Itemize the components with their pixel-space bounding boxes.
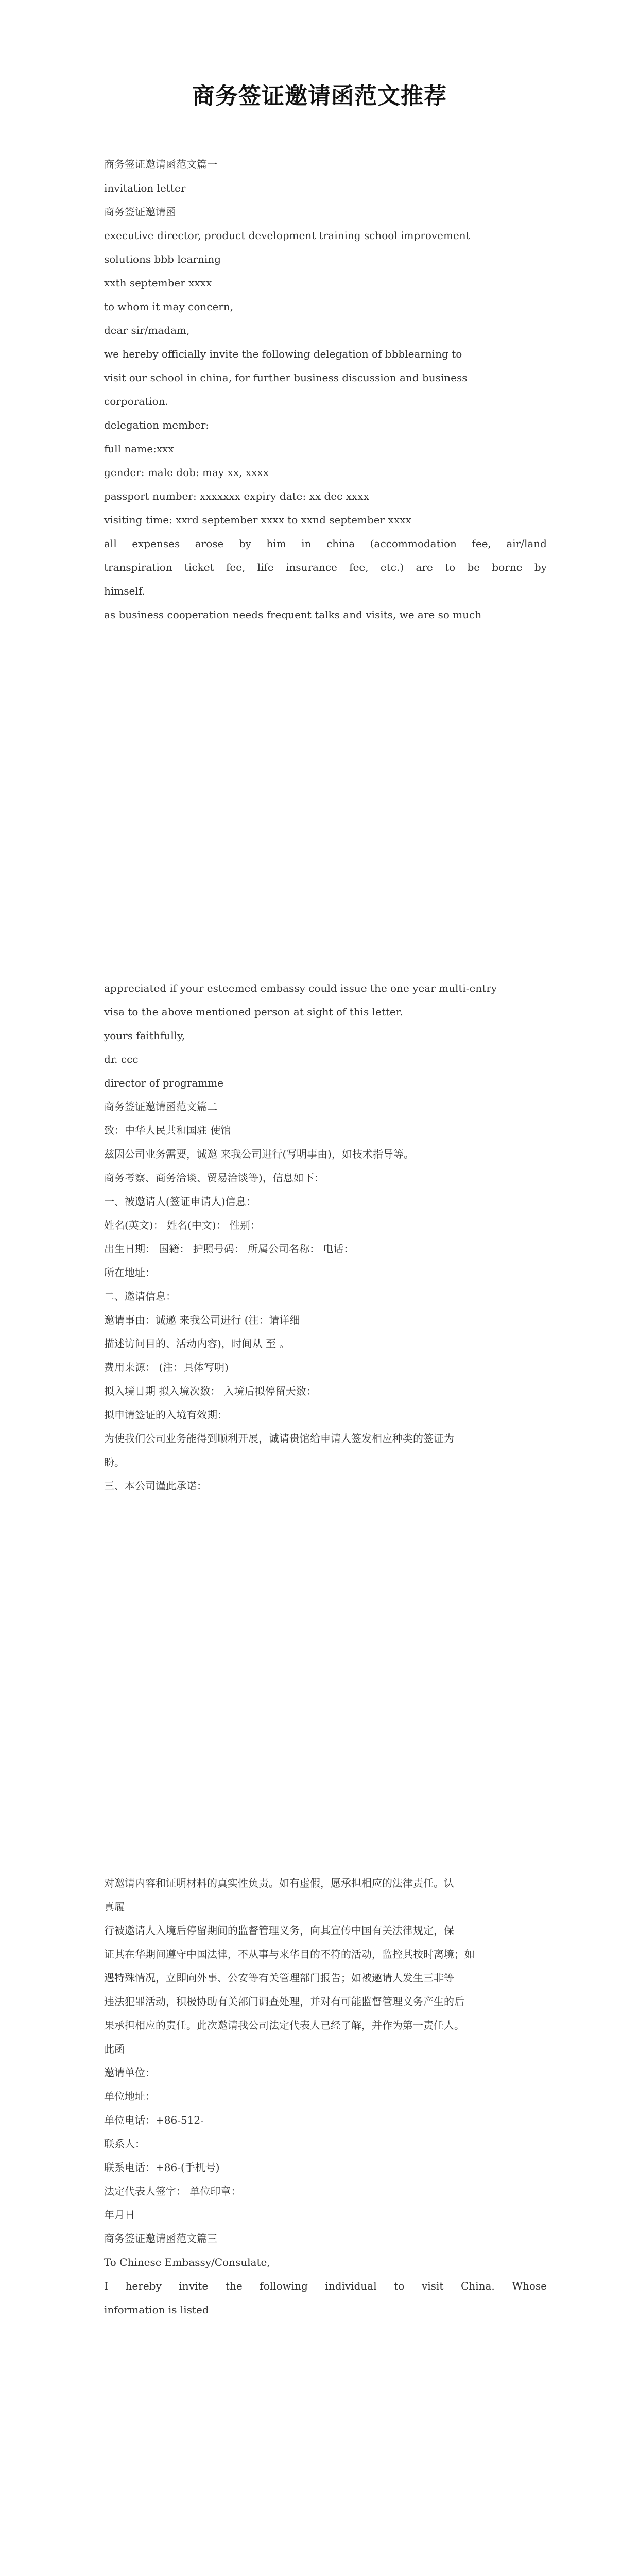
page-title: 商务签证邀请函范文推荐 <box>192 83 447 109</box>
document-line: 年月日 <box>104 2209 135 2221</box>
document-line: 姓名(英文)： 姓名(中文)： 性别： <box>104 1219 261 1231</box>
document-line: transpiration ticket fee, life insurance fee, etc.) are to be borne by <box>104 561 547 573</box>
document-line: dr. ccc <box>104 1053 139 1065</box>
document-line: visiting time: xxrd september xxxx to xxnd september xxxx <box>104 514 411 526</box>
document-line: executive director, product development training school improvement <box>104 229 470 242</box>
document-line: yours faithfully, <box>104 1029 185 1042</box>
document-line: appreciated if your esteemed embassy could issue the one year multi-entry <box>104 982 497 994</box>
document-line: 兹因公司业务需要，诚邀 来我公司进行(写明事由)，如技术指导等。 <box>104 1148 414 1160</box>
document-line: delegation member: <box>104 419 210 431</box>
document-line: 此函 <box>104 2043 125 2055</box>
document-line: 商务签证邀请函范文篇一 <box>104 158 217 171</box>
document-line: himself. <box>104 585 145 597</box>
document-line: as business cooperation needs frequent talks and visits, we are so much <box>104 608 482 621</box>
document-line: 行被邀请人入境后停留期间的监督管理义务，向其宣传中国有关法律规定，保 <box>104 1924 454 1937</box>
section-english-letter <box>101 152 547 626</box>
document-line: 法定代表人签字： 单位印章： <box>104 2185 241 2197</box>
document-line: 商务签证邀请函 <box>104 206 176 218</box>
document-line: 联系人： <box>104 2138 145 2150</box>
document-line: 费用来源： (注：具体写明) <box>104 1361 229 1374</box>
document-line: 盼。 <box>104 1456 125 1468</box>
document-line: 单位地址： <box>104 2090 156 2103</box>
section-commitment-and-english-form-intro <box>101 1871 547 2321</box>
document-line: we hereby officially invite the following delegation of bbblearning to <box>104 348 462 360</box>
document-line: information is listed <box>104 2303 209 2316</box>
document-line: visit our school in china, for further business discussion and business <box>104 371 468 384</box>
document-line: 邀请事由：诚邀 来我公司进行 (注：请详细 <box>104 1314 300 1326</box>
document-line: director of programme <box>104 1077 224 1089</box>
document-line: solutions bbb learning <box>104 253 221 265</box>
document-line: 描述访问目的、活动内容)，时间从 至 。 <box>104 1337 290 1350</box>
document-line: I hereby invite the following individual to visit China. Whose <box>104 2280 547 2292</box>
document-line: 商务签证邀请函范文篇三 <box>104 2232 217 2245</box>
document-line: 一、被邀请人(签证申请人)信息： <box>104 1195 256 1208</box>
section-letter-continued-and-chinese-letter <box>101 976 547 1498</box>
document-line: 致：中华人民共和国驻 使馆 <box>104 1124 231 1137</box>
document-line: invitation letter <box>104 182 186 194</box>
document-line: 出生日期： 国籍： 护照号码： 所属公司名称： 电话： <box>104 1243 354 1255</box>
document-line: full name:xxx <box>104 443 174 455</box>
document-line: to whom it may concern, <box>104 300 234 313</box>
document-line: gender: male dob: may xx, xxxx <box>104 466 269 479</box>
document-line: 对邀请内容和证明材料的真实性负责。如有虚假，愿承担相应的法律责任。认 <box>104 1877 454 1889</box>
document-line: passport number: xxxxxxx expiry date: xx dec xxxx <box>104 490 369 502</box>
document-line: corporation. <box>104 395 168 408</box>
document-line: To Chinese Embassy/Consulate, <box>104 2256 270 2268</box>
document-line: 单位电话：+86-512- <box>104 2114 204 2126</box>
document-line: all expenses arose by him in china (accommodation fee, air/land <box>104 537 547 550</box>
document-line: 真履 <box>104 1901 125 1913</box>
document-line: 违法犯罪活动，积极协助有关部门调查处理，并对有可能监督管理义务产生的后 <box>104 1995 464 2008</box>
document-line: 商务考察、商务洽谈、贸易洽谈等)，信息如下： <box>104 1172 324 1184</box>
document-line: 邀请单位： <box>104 2066 156 2079</box>
document-line: 三、本公司谨此承诺： <box>104 1480 207 1492</box>
document-line: 证其在华期间遵守中国法律，不从事与来华目的不符的活动，监控其按时离境；如 <box>104 1948 475 1960</box>
document-line: xxth september xxxx <box>104 277 212 289</box>
document-line: 商务签证邀请函范文篇二 <box>104 1100 217 1113</box>
document-line: 联系电话：+86-(手机号) <box>104 2161 220 2174</box>
document-line: 所在地址： <box>104 1266 156 1279</box>
document-line: 遇特殊情况，立即向外事、公安等有关管理部门报告；如被邀请人发生三非等 <box>104 1972 454 1984</box>
document-line: visa to the above mentioned person at sight of this letter. <box>104 1006 403 1018</box>
document-line: 二、邀请信息： <box>104 1290 176 1302</box>
document-line: dear sir/madam, <box>104 324 190 336</box>
document-line: 果承担相应的责任。此次邀请我公司法定代表人已经了解，并作为第一责任人。 <box>104 2019 464 2031</box>
document-line: 为使我们公司业务能得到顺利开展，诚请贵馆给申请人签发相应种类的签证为 <box>104 1432 454 1445</box>
document-line: 拟入境日期 拟入境次数： 入境后拟停留天数： <box>104 1385 317 1397</box>
document-line: 拟申请签证的入境有效期： <box>104 1409 228 1421</box>
